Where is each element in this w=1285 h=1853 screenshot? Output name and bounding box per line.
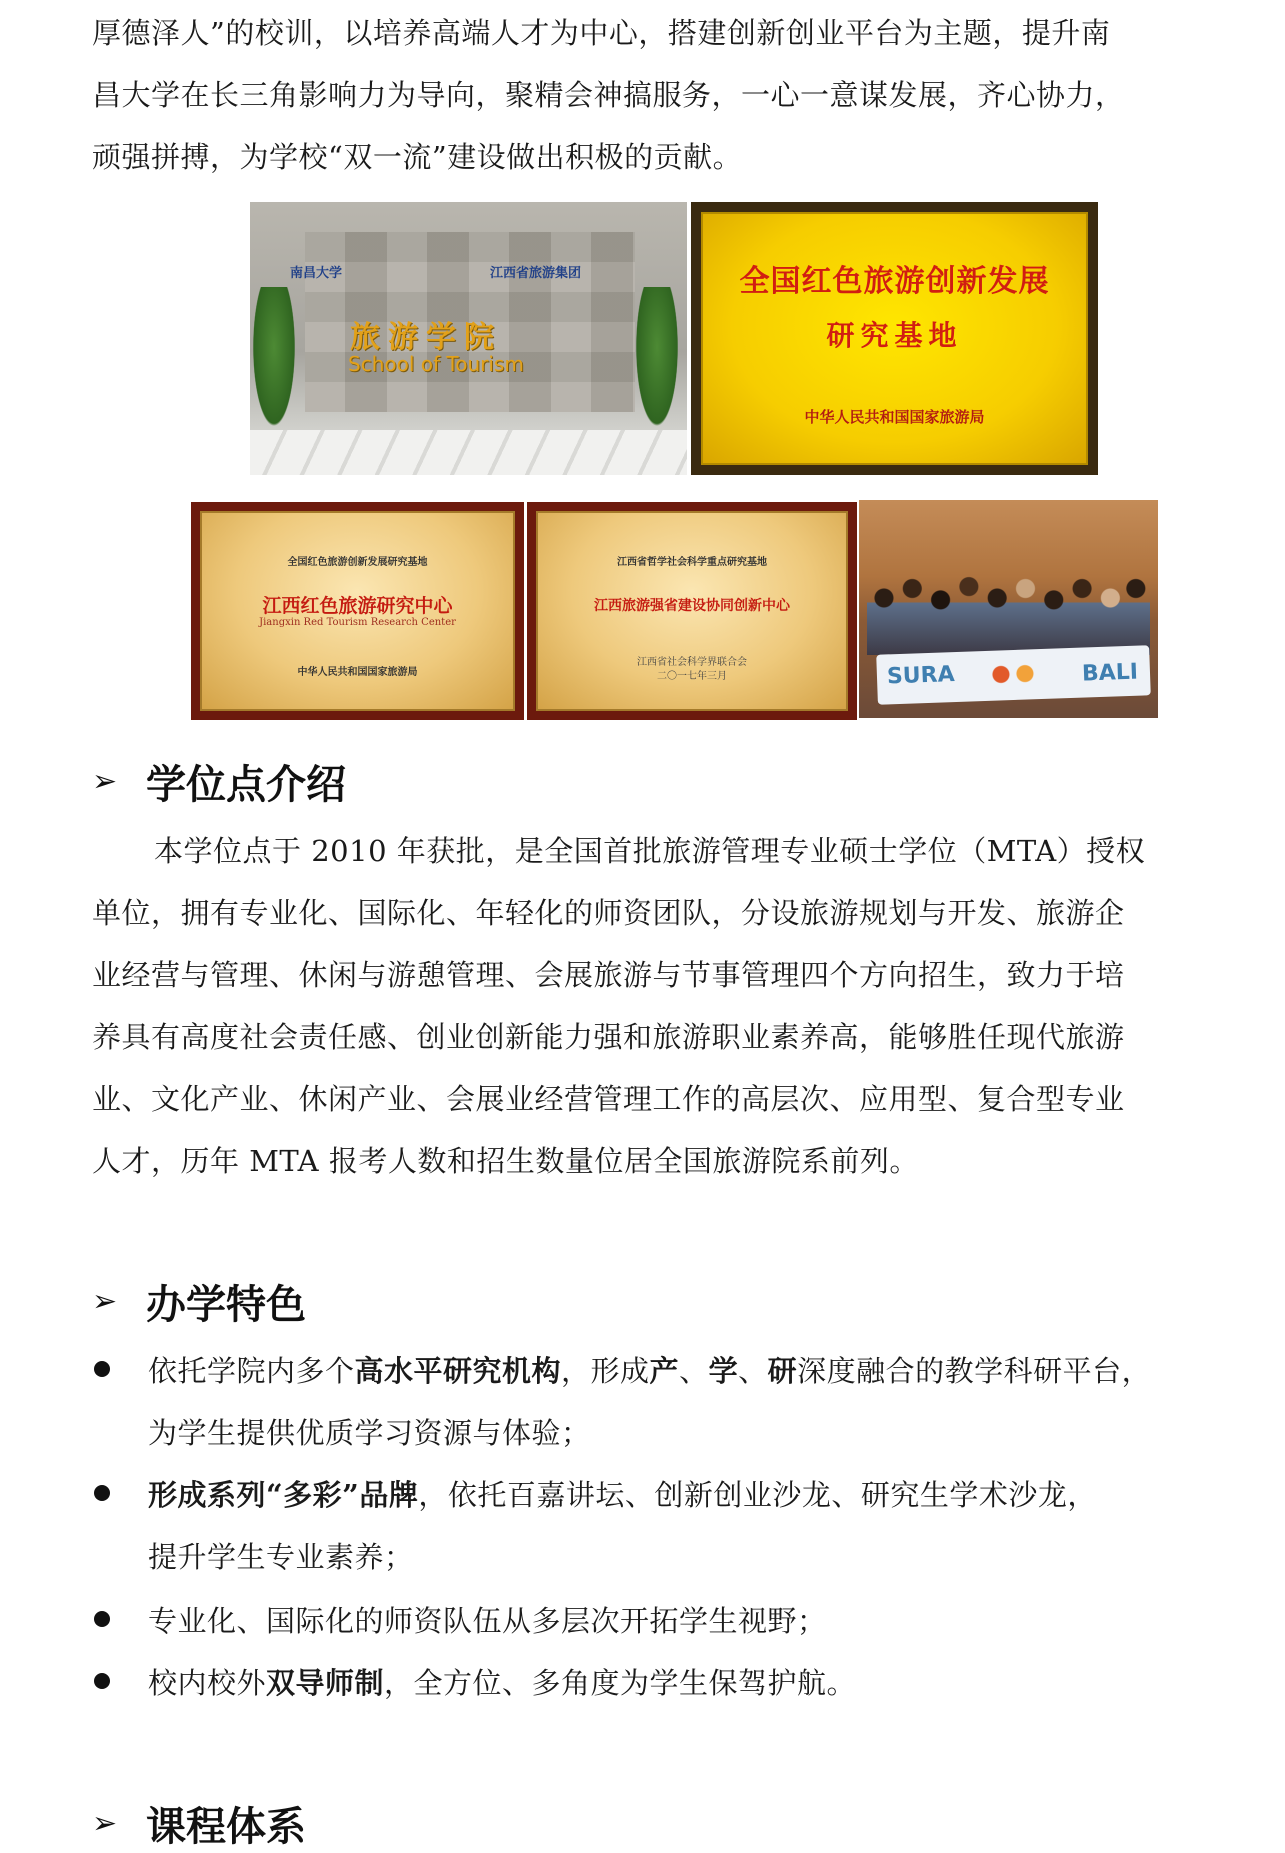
feature-text-part: 专业化、国际化的师资队伍从多层次开拓学生视野； [148, 1604, 827, 1638]
feature-bold: 学 [708, 1354, 739, 1388]
banner-right-text: BALI [1081, 659, 1139, 687]
feature-text-part: ，全方位、多角度为学生保驾护航。 [384, 1666, 857, 1700]
feature-text [148, 1464, 1204, 1588]
feature-item [92, 1590, 1204, 1652]
wall-title-cn: 旅游学院 [350, 320, 502, 355]
plant-icon [250, 287, 298, 437]
feature-text-part: 提升学生专业素养； [148, 1540, 414, 1574]
feature-bold: 研 [767, 1354, 798, 1388]
section-title: 课程体系 [146, 1803, 306, 1850]
plaque-line1: 全国红色旅游创新发展 [739, 264, 1050, 299]
feature-text-part: 、 [738, 1354, 768, 1388]
feature-bold: 形成系列“多彩”品牌 [148, 1478, 419, 1512]
bullet-dot-icon [94, 1485, 110, 1501]
feature-item [92, 1464, 1204, 1588]
wall-title-en: School of Tourism [348, 352, 524, 376]
plaque-date: 二〇一七年三月 [657, 671, 727, 682]
group-logo-text: 江西省旅游集团 [490, 266, 582, 281]
section-heading-degree [92, 751, 346, 811]
plant-icon [633, 287, 681, 437]
section-heading-features [92, 1271, 306, 1331]
plaque-issuer: 中华人民共和国国家旅游局 [297, 667, 418, 678]
group-photo [859, 500, 1158, 718]
degree-line: 本学位点于 2010 年获批，是全国首批旅游管理专业硕士学位（MTA）授权 [154, 834, 1146, 868]
feature-text-part: ，形成 [561, 1354, 650, 1388]
plaque-face [536, 511, 848, 711]
feature-text-part: 依托学院内多个 [148, 1354, 355, 1388]
plaque-top-text: 江西省哲学社会科学重点研究基地 [617, 557, 767, 568]
section-title: 学位点介绍 [146, 761, 346, 808]
degree-line: 养具有高度社会责任感、创业创新能力强和旅游职业素养高，能够胜任现代旅游 [92, 1020, 1125, 1054]
feature-text [148, 1652, 1204, 1714]
red-tourism-center-plaque [191, 502, 524, 720]
crowd [867, 560, 1150, 655]
plaque-issuer: 中华人民共和国国家旅游局 [804, 408, 985, 426]
feature-item [92, 1652, 1204, 1714]
plaque-top-text: 全国红色旅游创新发展研究基地 [287, 557, 428, 568]
innovation-center-plaque [527, 502, 857, 720]
feature-item [92, 1340, 1204, 1464]
plaque-line2: 研究基地 [826, 319, 963, 352]
arrow-bullet-icon: ➢ [92, 763, 118, 799]
feature-text-part: 校内校外 [148, 1666, 267, 1700]
feature-text-part: ，依托百嘉讲坛、创新创业沙龙、研究生学术沙龙， [418, 1478, 1097, 1512]
feature-bold: 高水平研究机构 [354, 1354, 562, 1388]
gold-plaque-photo [691, 202, 1098, 475]
section-heading-curriculum [92, 1793, 306, 1853]
plaque-face [200, 511, 515, 711]
plaque-title: 江西旅游强省建设协同创新中心 [594, 598, 790, 614]
plaque-subtitle: Jiangxin Red Tourism Research Center [259, 617, 456, 628]
intro-line: 顽强拼搏，为学校“双一流”建设做出积极的贡献。 [92, 140, 743, 174]
degree-line: 业经营与管理、休闲与游憩管理、会展旅游与节事管理四个方向招生，致力于培 [92, 958, 1125, 992]
feature-text-part: 为学生提供优质学习资源与体验； [148, 1416, 591, 1450]
feature-text [148, 1590, 1204, 1652]
school-wall-photo [250, 202, 687, 475]
flower-icon [989, 661, 1050, 687]
intro-paragraph [92, 2, 1204, 188]
bullet-dot-icon [94, 1611, 110, 1627]
plaque-face [701, 212, 1088, 465]
university-logo-text: 南昌大学 [290, 266, 343, 281]
plaque-title: 江西红色旅游研究中心 [262, 595, 453, 617]
arrow-bullet-icon: ➢ [92, 1283, 118, 1319]
bullet-dot-icon [94, 1361, 110, 1377]
floor [250, 430, 687, 475]
feature-bold: 双导师制 [266, 1666, 385, 1700]
feature-text-part: 、 [679, 1354, 709, 1388]
intro-line: 厚德泽人”的校训，以培养高端人才为中心，搭建创新创业平台为主题，提升南 [92, 16, 1111, 50]
feature-text [148, 1340, 1204, 1464]
intro-line: 昌大学在长三角影响力为导向，聚精会神搞服务，一心一意谋发展，齐心协力， [92, 78, 1125, 112]
feature-bold: 产 [649, 1354, 680, 1388]
section-title: 办学特色 [146, 1281, 306, 1328]
degree-paragraph [92, 820, 1204, 1192]
bullet-dot-icon [94, 1673, 110, 1689]
degree-line: 人才，历年 MTA 报考人数和招生数量位居全国旅游院系前列。 [92, 1144, 919, 1178]
welcome-banner [876, 645, 1151, 704]
degree-line: 单位，拥有专业化、国际化、年轻化的师资团队，分设旅游规划与开发、旅游企 [92, 896, 1125, 930]
banner-left-text: SURA [886, 662, 956, 690]
plaque-issuer: 江西省社会科学界联合会 [637, 657, 747, 668]
feature-text-part: 深度融合的教学科研平台， [797, 1354, 1152, 1388]
degree-line: 业、文化产业、休闲产业、会展业经营管理工作的高层次、应用型、复合型专业 [92, 1082, 1125, 1116]
arrow-bullet-icon: ➢ [92, 1805, 118, 1841]
